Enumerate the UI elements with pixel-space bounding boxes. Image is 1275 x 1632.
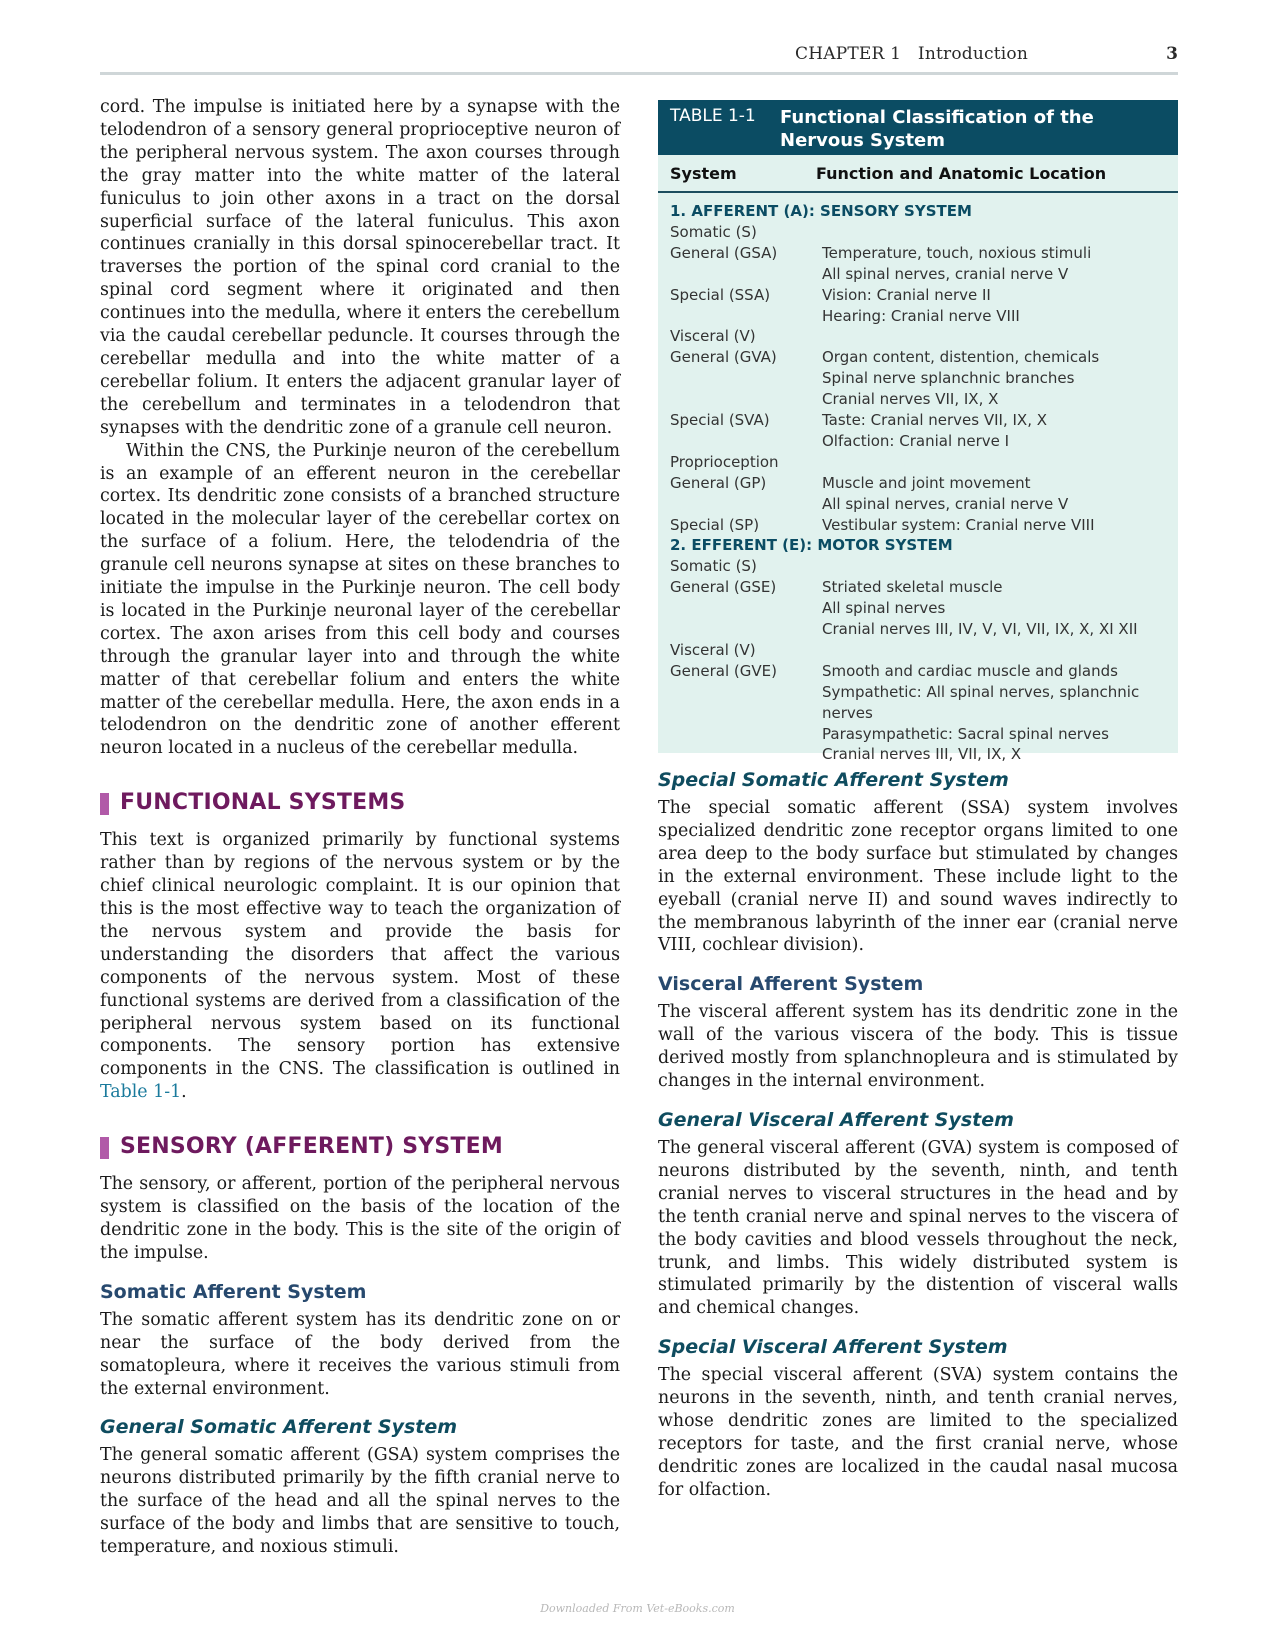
functional-classification-table — [658, 100, 1178, 764]
table-cell-function: Organ content, distention, chemicals — [822, 348, 1100, 367]
table-row — [658, 494, 1178, 515]
column-header-function: Function and Anatomic Location — [816, 164, 1107, 183]
table-cell-function: Taste: Cranial nerves VII, IX, X — [822, 411, 1047, 430]
running-header — [100, 44, 1178, 74]
table-cell-function: Spinal nerve splanchnic branches — [822, 369, 1075, 388]
table-cell-system: Special (SP) — [670, 515, 760, 534]
paragraph: The visceral afferent system has its dendritic zone in the wall of the various viscera of the body. This is tissue derived mostly from splanchnopleura and is stimulated by changes in the internal environment. — [658, 1002, 1178, 1092]
table-cell-system: Somatic (S) — [670, 557, 757, 576]
table-cell-function: Parasympathetic: Sacral spinal nerves — [822, 724, 1109, 743]
subheading-general-visceral-afferent: General Visceral Afferent System — [658, 1108, 1014, 1131]
table-row — [658, 368, 1178, 389]
table-row — [658, 744, 1178, 765]
table-section-heading: 2. EFFERENT (E): MOTOR SYSTEM — [670, 536, 953, 555]
table-cell-system: Visceral (V) — [670, 640, 756, 659]
table-row — [658, 515, 1178, 536]
table-cell-function: Cranial nerves VII, IX, X — [822, 390, 999, 409]
header-rule — [100, 72, 1178, 75]
page-number: 3 — [1166, 44, 1178, 64]
table-cell-system: Somatic (S) — [670, 222, 757, 241]
table-cell-function: Striated skeletal muscle — [822, 578, 1003, 597]
paragraph: The somatic afferent system has its dendritic zone on or near the surface of the body derived from the somatopleura, where it receives the various stimuli from the external environment. — [100, 1309, 620, 1399]
table-cell-function: Olfaction: Cranial nerve I — [822, 431, 1010, 450]
table-row — [658, 661, 1178, 682]
paragraph: This text is organized primarily by functional systems rather than by regions of the nervous system or by the chief clinical neurologic complaint. It is our opinion that this is the most effective way to teach the organization of the nervous system and provide the basis for understanding the disorders that affect the various components of the nervous system. Most of these functional systems are derived from a classification of the peripheral nervous system based on its functional components. The sensory portion has extensive components in the CNS. The classification is outlined in Table 1-1. — [100, 830, 620, 1103]
table-row — [658, 473, 1178, 494]
paragraph: cord. The impulse is initiated here by a synapse with the telodendron of a sensory general proprioceptive neuron of the peripheral nervous system. The axon courses through the gray matter into the white matter of the lateral funiculus to join other axons in a tract on the dorsal superficial surface of the lateral funiculus. This axon continues cranially in this dorsal spinocerebellar tract. It traverses the portion of the spinal cord cranial to the spinal cord segment where it originated and then continues into the medulla, where it enters the cerebellum via the caudal cerebellar peduncle. It courses through the cerebellar medulla and into the white matter of a cerebellar folium. It enters the adjacent granular layer of the cerebellum and terminates in a telodendron that synapses with the dendritic zone of a granule cell neuron. — [100, 97, 620, 438]
right-column — [658, 769, 1178, 1502]
table-row — [658, 389, 1178, 410]
table-body — [658, 193, 1178, 765]
subheading-somatic-afferent: Somatic Afferent System — [100, 1280, 367, 1303]
table-cell-function: Muscle and joint movement — [822, 473, 1031, 492]
table-cell-system: General (GP) — [670, 473, 767, 492]
table-row — [658, 431, 1178, 452]
table-row — [658, 598, 1178, 619]
paragraph: Within the CNS, the Purkinje neuron of the cerebellum is an example of an efferent neuron in the cerebellar cortex. Its dendritic zone consists of a branched structure located in the molecular layer of the cerebellar cortex on the surface of a folium. Here, the telodendria of the granule cell neurons synapse at sites on these branches to initiate the impulse in the Purkinje neuron. The cell body is located in the Purkinje neuronal layer of the cerebellar cortex. The axon arises from this cell body and courses through the granular layer into and through the white matter of that cerebellar folium and enters the white matter of the cerebellar medulla. Here, the axon ends in a telodendron on the dendritic zone of another efferent neuron located in a nucleus of the cerebellar medulla. — [100, 440, 620, 759]
table-cell-system: General (GSA) — [670, 243, 778, 262]
paragraph: The special somatic afferent (SSA) system involves specialized dendritic zone receptor organs limited to one area deep to the body surface but stimulated by changes in the external environment. These include light to the eyeball (cranial nerve II) and sound waves indirectly to the membranous labyrinth of the inner ear (cranial nerve VIII, cochlear division). — [658, 798, 1178, 956]
table-title: Functional Classification of the Nervous System — [780, 107, 1094, 151]
table-cell-function: Vestibular system: Cranial nerve VIII — [822, 515, 1095, 534]
table-cell-system: General (GVA) — [670, 348, 777, 367]
table-row — [658, 724, 1178, 745]
subheading-visceral-afferent: Visceral Afferent System — [658, 973, 924, 996]
table-row — [658, 264, 1178, 285]
table-cell-function: All spinal nerves, cranial nerve V — [822, 494, 1069, 513]
left-column — [100, 96, 620, 1559]
table-row — [658, 452, 1178, 473]
table-cell-system: General (GSE) — [670, 578, 777, 597]
chapter-title: CHAPTER 1 Introduction — [795, 44, 1028, 64]
section-heading-functional-systems: FUNCTIONAL SYSTEMS — [100, 790, 620, 815]
table-column-headers — [658, 155, 1178, 193]
table-title-bar — [658, 100, 1178, 155]
paragraph: The special visceral afferent (SVA) system contains the neurons in the seventh, ninth, and tenth cranial nerves, whose dendritic zones are limited to the specialized receptors for taste, and the first cranial nerve, whose dendritic zones are localized in the caudal nasal mucosa for olfaction. — [658, 1365, 1178, 1500]
table-row — [658, 306, 1178, 327]
table-row — [658, 243, 1178, 264]
subheading-special-visceral-afferent: Special Visceral Afferent System — [658, 1336, 1008, 1359]
table-cell-function: Cranial nerves III, IV, V, VI, VII, IX, X, XI XII — [822, 620, 1138, 639]
section-heading-sensory-system: SENSORY (AFFERENT) SYSTEM — [100, 1134, 620, 1159]
table-row — [658, 556, 1178, 577]
table-row — [658, 347, 1178, 368]
table-number: TABLE 1-1 — [670, 106, 756, 126]
subheading-general-somatic-afferent: General Somatic Afferent System — [100, 1416, 458, 1439]
paragraph: The general visceral afferent (GVA) system is composed of neurons distributed by the seventh, ninth, and tenth cranial nerves to visceral structures in the head and by the tenth cranial nerve and spinal nerves to the viscera of the body cavities and blood vessels throughout the neck, trunk, and limbs. This widely distributed system is stimulated primarily by the distention of visceral walls and chemical changes. — [658, 1137, 1178, 1319]
table-section-heading: 1. AFFERENT (A): SENSORY SYSTEM — [670, 202, 972, 220]
table-cell-function: Temperature, touch, noxious stimuli — [822, 243, 1092, 262]
paragraph: The sensory, or afferent, portion of the peripheral nervous system is classified on the basis of the location of the dendritic zone in the body. This is the site of the origin of the impulse. — [100, 1174, 620, 1263]
table-row — [658, 619, 1178, 640]
download-watermark: Downloaded From Vet-eBooks.com — [540, 1602, 735, 1615]
table-cell-system: General (GVE) — [670, 661, 777, 680]
table-row — [658, 285, 1178, 306]
table-cell-function: Sympathetic: All spinal nerves, splanchnic nerves — [822, 682, 1140, 722]
table-cell-function: All spinal nerves — [822, 599, 946, 618]
table-cell-system: Visceral (V) — [670, 327, 756, 346]
table-row — [658, 222, 1178, 243]
table-row — [658, 682, 1178, 724]
table-row — [658, 326, 1178, 347]
table-cell-function: All spinal nerves, cranial nerve V — [822, 264, 1069, 283]
table-row — [658, 577, 1178, 598]
subheading-special-somatic-afferent: Special Somatic Afferent System — [658, 769, 1009, 791]
column-header-system: System — [670, 164, 737, 183]
table-cell-function: Cranial nerves III, VII, IX, X — [822, 745, 1022, 764]
table-reference-link[interactable]: Table 1-1 — [100, 1082, 182, 1103]
table-cell-function: Vision: Cranial nerve II — [822, 285, 991, 304]
table-cell-system: Special (SSA) — [670, 285, 771, 304]
table-cell-function: Hearing: Cranial nerve VIII — [822, 306, 1020, 325]
table-cell-system: Special (SVA) — [670, 411, 770, 430]
table-row — [658, 410, 1178, 431]
table-cell-function: Smooth and cardiac muscle and glands — [822, 661, 1118, 680]
paragraph: The general somatic afferent (GSA) system comprises the neurons distributed primarily by the fifth cranial nerve to the surface of the head and all the spinal nerves to the surface of the body and limbs that are sensitive to touch, temperature, and noxious stimuli. — [100, 1445, 620, 1558]
table-row — [658, 640, 1178, 661]
table-cell-system: Proprioception — [670, 452, 779, 471]
